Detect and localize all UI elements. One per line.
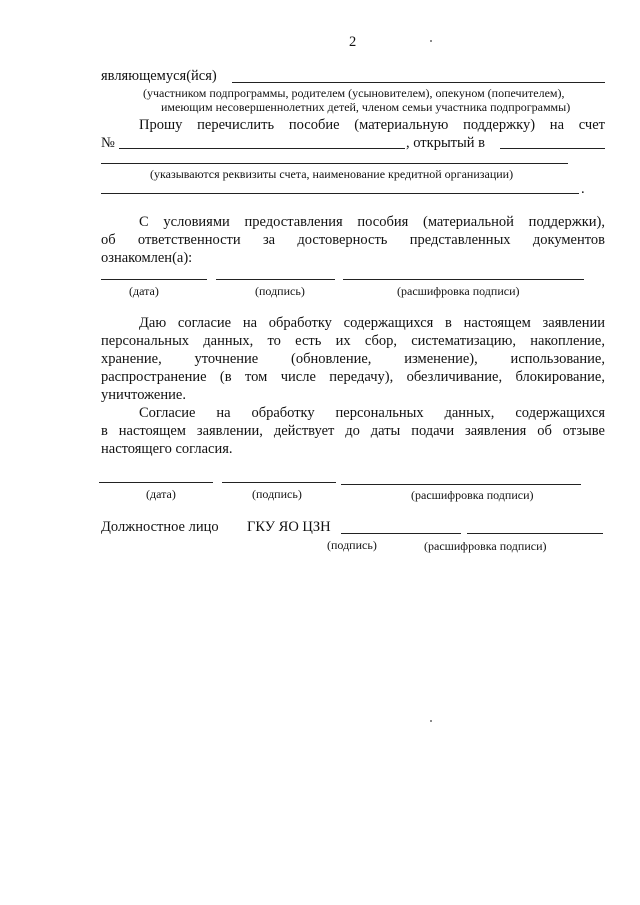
sig1-date-line [101, 279, 207, 280]
account-details-hint: (указываются реквизиты счета, наименование кредитной организации) [150, 167, 514, 181]
scan-speck [430, 720, 432, 722]
bank-underline [500, 148, 605, 149]
sig2-decode-line [341, 484, 581, 485]
who-underline [232, 82, 605, 83]
sig1-sign-caption: (подпись) [255, 284, 305, 298]
account-details-end-dot: . [581, 181, 585, 197]
sig2-sign-line [222, 482, 336, 483]
account-number-sign: № [101, 135, 115, 151]
sig1-sign-line [216, 279, 335, 280]
who-prefix-label: являющемуся(йся) [101, 68, 217, 84]
sig2-date-line [99, 482, 213, 483]
account-details-underline-2 [101, 193, 579, 194]
sig1-decode-caption: (расшифровка подписи) [397, 284, 520, 298]
request-line: Прошу перечислить пособие (материальную поддержку) на счет [139, 117, 605, 133]
who-hint-line-2: имеющим несовершеннолетних детей, членом семьи участника подпрограммы) [161, 100, 571, 114]
sig1-date-caption: (дата) [129, 284, 159, 298]
sig2-decode-caption: (расшифровка подписи) [411, 488, 534, 502]
scan-speck [430, 40, 432, 42]
sig2-sign-caption: (подпись) [252, 487, 302, 501]
official-org: ГКУ ЯО ЦЗН [247, 519, 331, 535]
official-decode-line [467, 533, 603, 534]
official-sign-caption: (подпись) [327, 538, 377, 552]
account-details-underline-1 [101, 163, 568, 164]
sig1-decode-line [343, 279, 584, 280]
page-number: 2 [349, 34, 357, 50]
who-hint-line-1: (участником подпрограммы, родителем (усыновителем), опекуном (попечителем), [143, 86, 565, 100]
conditions-paragraph: С условиями предоставления пособия (материальной поддержки), об ответственности за достоверность представленных документов ознакомлен(а): [101, 214, 605, 266]
consent-paragraph-1: Даю согласие на обработку содержащихся в настоящем заявлении персональных данных, то есть их сбор, систематизацию, накопление, хранение, уточнение (обновление, изменение), использование, распространение (в том числе передачу), обезличивание, блокирование, уничтожение. [101, 315, 605, 403]
official-sign-line [341, 533, 461, 534]
account-number-underline [119, 148, 405, 149]
opened-in-label: , открытый в [406, 135, 485, 151]
consent-paragraph-2: Согласие на обработку персональных данных, содержащихся в настоящем заявлении, действует до даты подачи заявления об отзыве настоящего согласия. [101, 405, 605, 457]
official-label: Должностное лицо [101, 519, 219, 535]
sig2-date-caption: (дата) [146, 487, 176, 501]
official-decode-caption: (расшифровка подписи) [424, 539, 547, 553]
